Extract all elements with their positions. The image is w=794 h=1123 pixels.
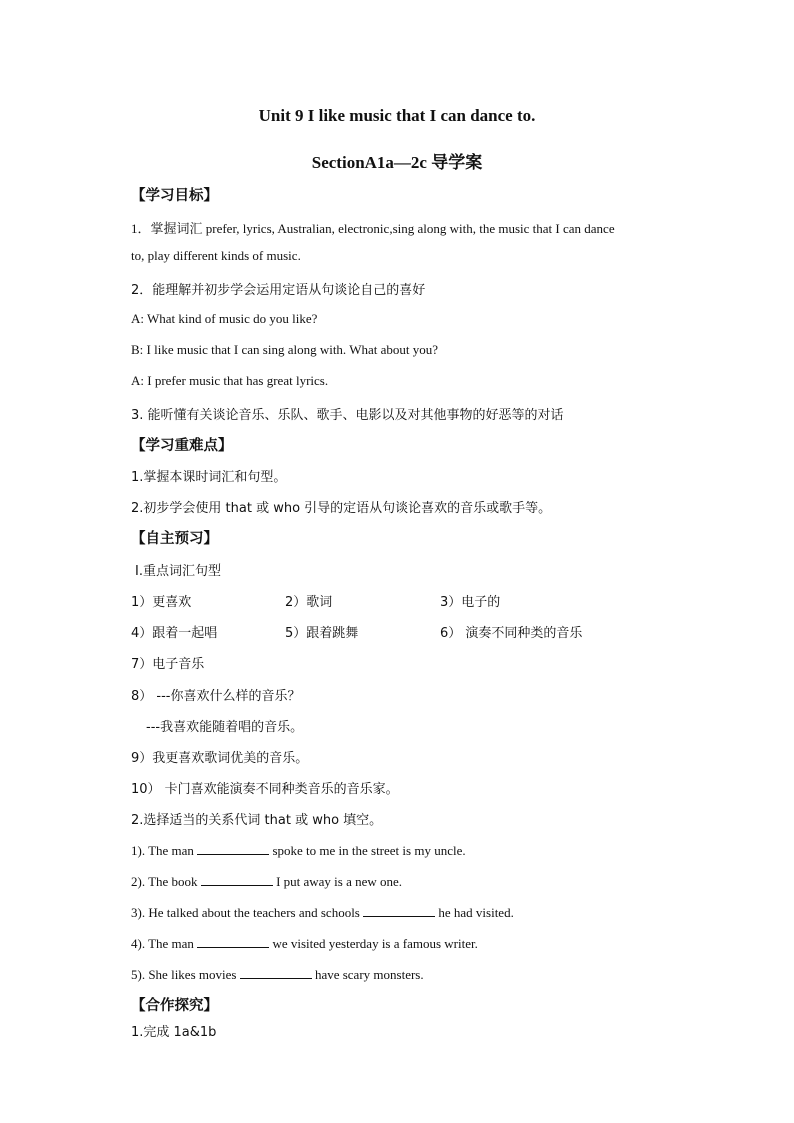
preview-section-2: 2.选择适当的关系代词 that 或 who 填空。 — [131, 813, 383, 828]
cooperation-heading: 【合作探究】 — [131, 998, 218, 1014]
preview-heading: 【自主预习】 — [131, 531, 218, 547]
vocab-item: 7）电子音乐 — [131, 657, 205, 672]
question-8b: ---我喜欢能随着唱的音乐。 — [146, 720, 304, 735]
vocab-item: 1）更喜欢 — [131, 595, 192, 610]
answer-blank[interactable] — [201, 873, 273, 886]
cooperation-item-1: 1.完成 1a&1b — [131, 1025, 217, 1040]
fill-item: 2). The book I put away is a new one. — [131, 874, 403, 889]
answer-blank[interactable] — [197, 935, 269, 948]
vocab-item: 3）电子的 — [440, 595, 501, 610]
dialog-line-a: A: What kind of music do you like? — [131, 311, 318, 326]
vocab-item: 6） 演奏不同种类的音乐 — [440, 626, 583, 641]
question-10: 10） 卡门喜欢能演奏不同种类音乐的音乐家。 — [131, 782, 399, 797]
goals-item-1a: 1．掌握词汇 prefer, lyrics, Australian, electronic,sing along with, the music that I can dance — [131, 221, 615, 236]
preview-section-1: Ⅰ.重点词汇句型 — [135, 564, 221, 579]
difficulties-item-1: 1.掌握本课时词汇和句型。 — [131, 470, 287, 485]
answer-blank[interactable] — [240, 966, 312, 979]
document-subtitle: SectionA1a—2c 导学案 — [311, 153, 483, 172]
difficulties-item-2: 2.初步学会使用 that 或 who 引导的定语从句谈论喜欢的音乐或歌手等。 — [131, 501, 552, 516]
fill-item: 5). She likes movies have scary monsters. — [131, 967, 424, 982]
fill-item: 3). He talked about the teachers and schools he had visited. — [131, 905, 514, 920]
answer-blank[interactable] — [363, 904, 435, 917]
dialog-line-c: A: I prefer music that has great lyrics. — [131, 373, 329, 388]
difficulties-heading: 【学习重难点】 — [131, 438, 233, 454]
goals-item-2: 2．能理解并初步学会运用定语从句谈论自己的喜好 — [131, 283, 426, 298]
vocab-item: 2）歌词 — [285, 595, 333, 610]
answer-blank[interactable] — [197, 842, 269, 855]
goals-item-3: 3. 能听懂有关谈论音乐、乐队、歌手、电影以及对其他事物的好恶等的对话 — [131, 408, 564, 423]
goals-heading: 【学习目标】 — [131, 188, 218, 204]
question-8a: 8） ---你喜欢什么样的音乐？ — [131, 689, 301, 704]
dialog-line-b: B: I like music that I can sing along with. What about you? — [131, 342, 439, 357]
goals-item-1b: to, play different kinds of music. — [131, 248, 301, 263]
fill-item: 4). The man we visited yesterday is a famous writer. — [131, 936, 478, 951]
document-title: Unit 9 I like music that I can dance to. — [258, 106, 536, 125]
fill-item: 1). The man spoke to me in the street is my uncle. — [131, 843, 466, 858]
vocab-item: 4）跟着一起唱 — [131, 626, 218, 641]
vocab-item: 5）跟着跳舞 — [285, 626, 359, 641]
question-9: 9）我更喜欢歌词优美的音乐。 — [131, 751, 309, 766]
